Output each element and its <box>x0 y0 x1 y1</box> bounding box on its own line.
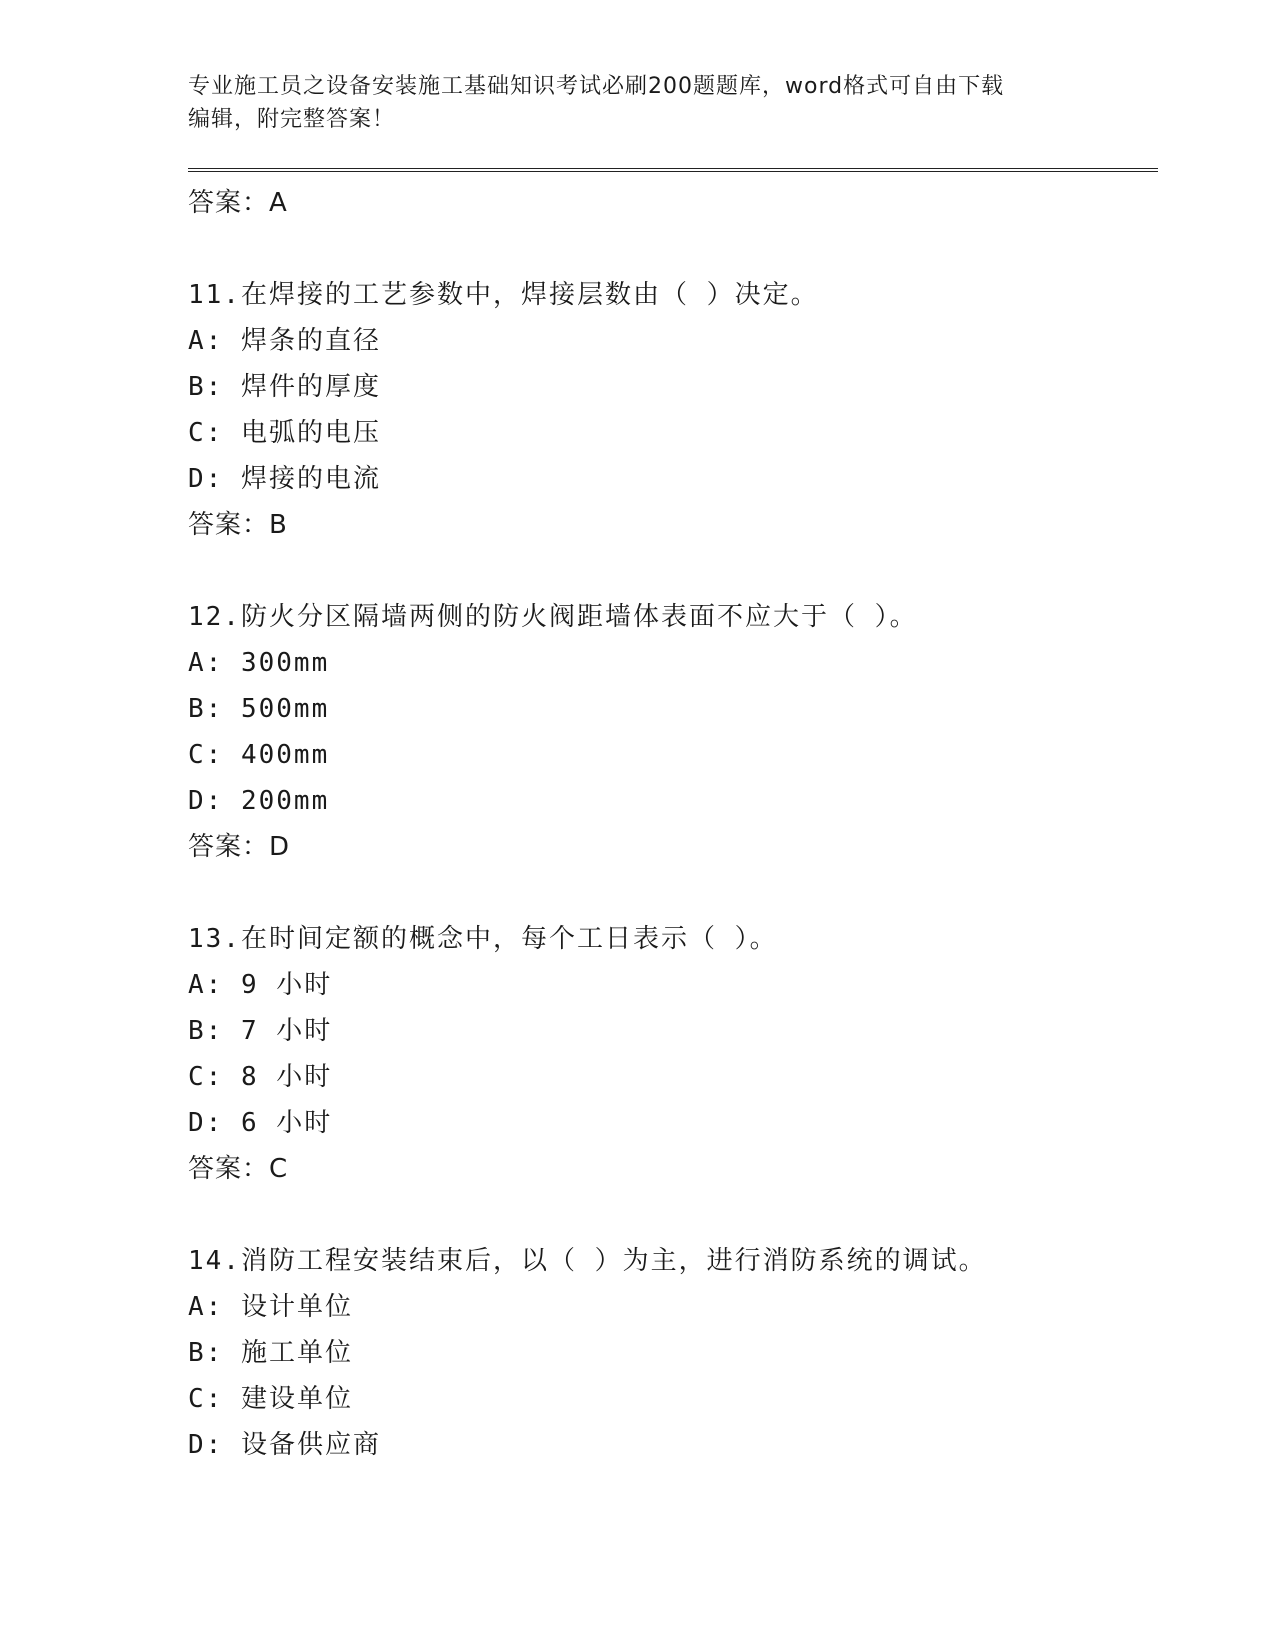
option-d: D: 6 小时 <box>188 1108 333 1138</box>
question-13 <box>188 916 1158 1192</box>
header-line-2: 编辑，附完整答案！ <box>188 107 396 132</box>
question-12 <box>188 594 1158 870</box>
option-d: D: 设备供应商 <box>188 1430 381 1460</box>
option-c: C: 8 小时 <box>188 1062 333 1092</box>
option-b: B: 施工单位 <box>188 1338 353 1368</box>
option-c: C: 电弧的电压 <box>188 418 381 448</box>
answer: 答案：C <box>188 1154 289 1184</box>
option-a: A: 焊条的直径 <box>188 326 381 356</box>
answer: 答案：B <box>188 510 288 540</box>
header-line-1: 专业施工员之设备安装施工基础知识考试必刷200题题库，word格式可自由下载 <box>188 74 1005 99</box>
question-stem: 13.在时间定额的概念中，每个工日表示（ ）。 <box>188 924 778 954</box>
answer-10: 答案：A <box>188 188 288 218</box>
document-page <box>188 70 1158 1468</box>
option-a: A: 9 小时 <box>188 970 333 1000</box>
answer: 答案：D <box>188 832 291 862</box>
option-b: B: 7 小时 <box>188 1016 333 1046</box>
option-a: A: 300mm <box>188 648 330 678</box>
option-d: D: 200mm <box>188 786 330 816</box>
option-c: C: 建设单位 <box>188 1384 353 1414</box>
option-c: C: 400mm <box>188 740 330 770</box>
question-11 <box>188 272 1158 548</box>
question-stem: 11.在焊接的工艺参数中，焊接层数由（ ）决定。 <box>188 280 819 310</box>
option-d: D: 焊接的电流 <box>188 464 381 494</box>
header-double-rule <box>188 168 1158 172</box>
question-stem: 14.消防工程安装结束后，以（ ）为主，进行消防系统的调试。 <box>188 1246 987 1276</box>
question-stem: 12.防火分区隔墙两侧的防火阀距墙体表面不应大于（ ）。 <box>188 602 918 632</box>
option-b: B: 焊件的厚度 <box>188 372 381 402</box>
question-14 <box>188 1238 1158 1468</box>
option-b: B: 500mm <box>188 694 330 724</box>
option-a: A: 设计单位 <box>188 1292 353 1322</box>
